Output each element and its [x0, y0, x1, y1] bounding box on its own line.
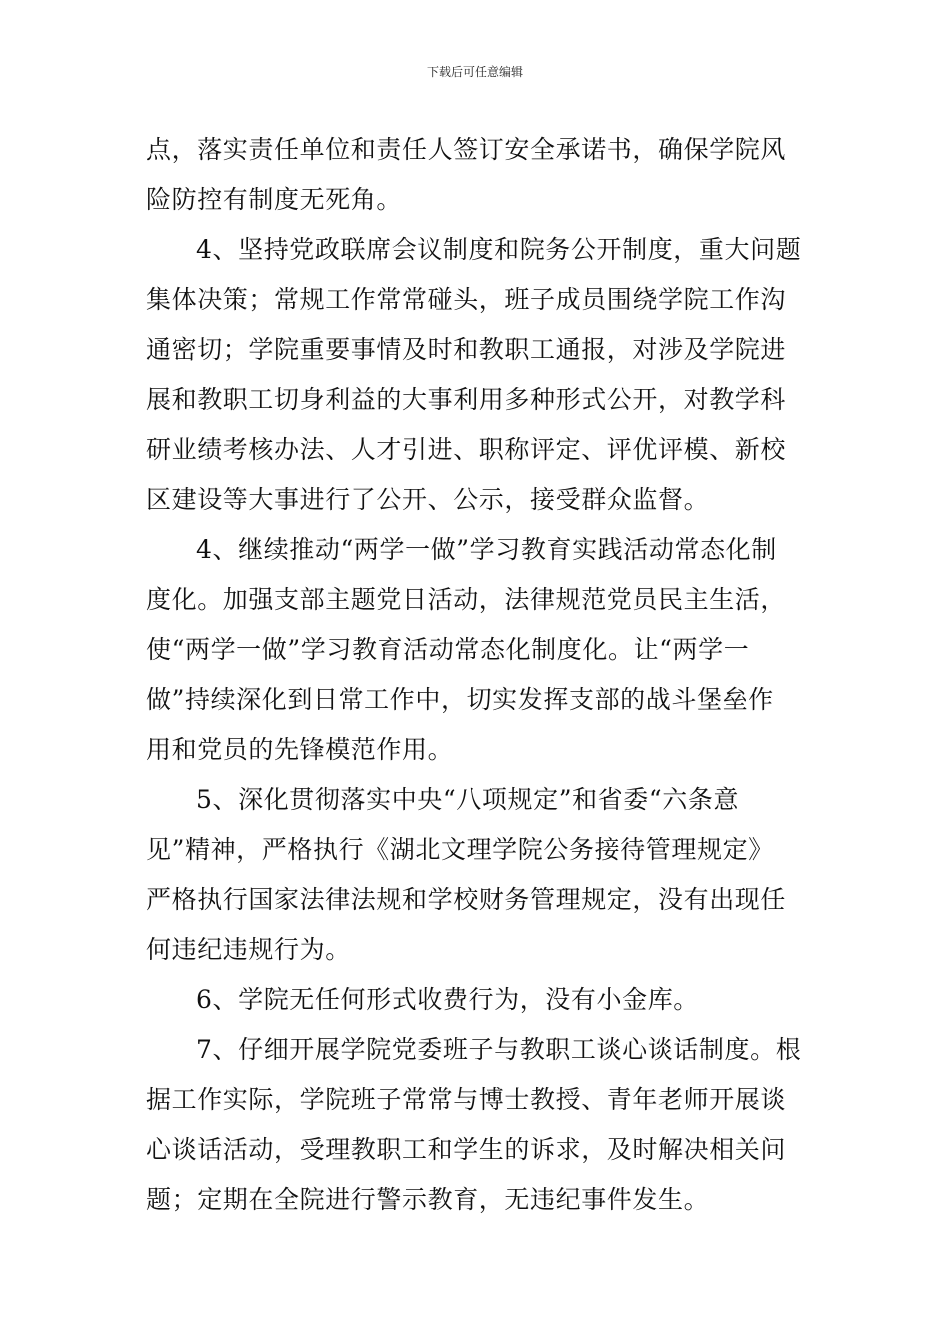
text-line: 点，落实责任单位和责任人签订安全承诺书，确保学院风	[146, 135, 787, 164]
text-line: 集体决策；常规工作常常碰头，班子成员围绕学院工作沟	[146, 285, 787, 314]
text-line: 题；定期在全院进行警示教育，无违纪事件发生。	[146, 1185, 710, 1214]
paragraph-4-first-line: 4、坚持党政联席会议制度和院务公开制度，重大问题	[196, 235, 802, 264]
text-line: 据工作实际，学院班子常常与博士教授、青年老师开展谈	[146, 1085, 787, 1114]
text-line: 通密切；学院重要事情及时和教职工通报，对涉及学院进	[146, 335, 787, 364]
text-line: 使“两学一做”学习教育活动常态化制度化。让“两学一	[146, 635, 750, 664]
paragraph-4b-first-line: 4、继续推动“两学一做”学习教育实践活动常态化制	[196, 535, 777, 564]
text-line: 何违纪违规行为。	[146, 935, 351, 964]
text-line: 度化。加强支部主题党日活动，法律规范党员民主生活，	[146, 585, 787, 614]
text-line: 做”持续深化到日常工作中，切实发挥支部的战斗堡垒作	[146, 685, 774, 714]
text-line: 展和教职工切身利益的大事利用多种形式公开，对教学科	[146, 385, 787, 414]
text-line: 严格执行国家法律法规和学校财务管理规定，没有出现任	[146, 885, 787, 914]
paragraph-7-first-line: 7、仔细开展学院党委班子与教职工谈心谈话制度。根	[196, 1035, 802, 1064]
text-line: 见”精神，严格执行《湖北文理学院公务接待管理规定》	[146, 835, 774, 864]
text-line: 用和党员的先锋模范作用。	[146, 735, 454, 764]
text-line: 险防控有制度无死角。	[146, 185, 403, 214]
text-line: 研业绩考核办法、人才引进、职称评定、评优评模、新校	[146, 435, 787, 464]
text-line: 心谈话活动，受理教职工和学生的诉求，及时解决相关问	[146, 1135, 787, 1164]
page-header: 下载后可任意编辑	[426, 65, 523, 79]
paragraph-6-first-line: 6、学院无任何形式收费行为，没有小金库。	[196, 985, 699, 1014]
paragraph-5-first-line: 5、深化贯彻落实中央“八项规定”和省委“六条意	[196, 785, 740, 814]
text-line: 区建设等大事进行了公开、公示，接受群众监督。	[146, 485, 710, 514]
